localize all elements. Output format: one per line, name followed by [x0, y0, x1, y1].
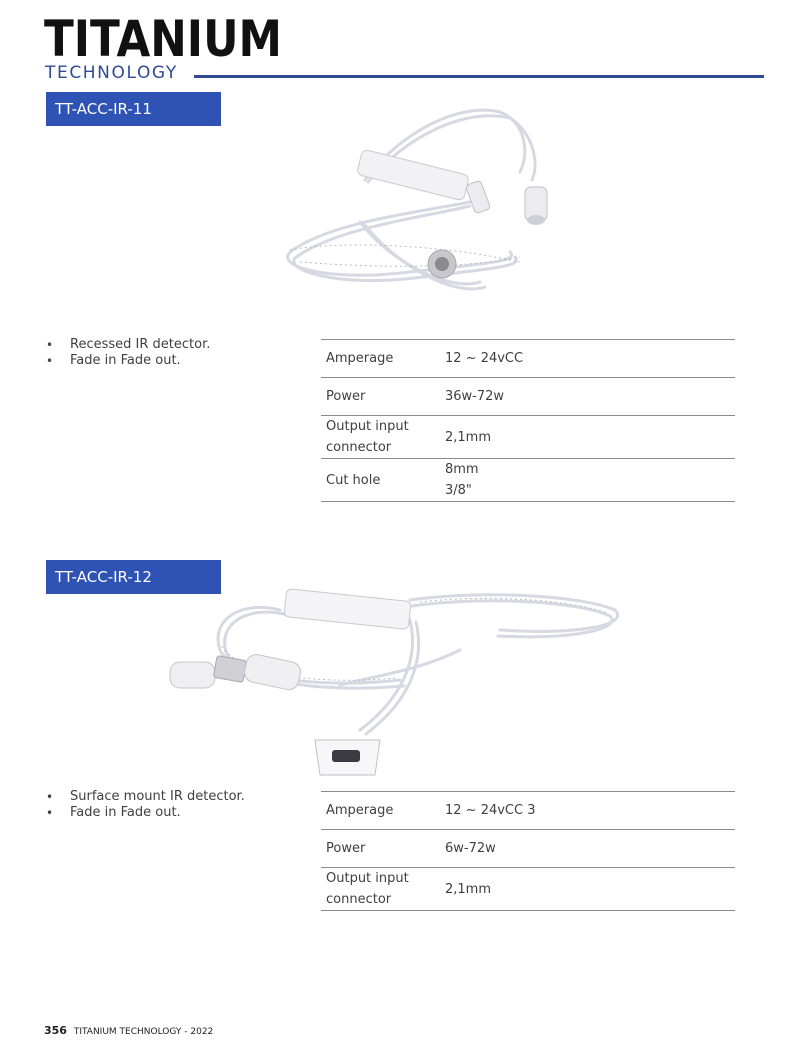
spec-value: 12 ~ 24vCC 3	[440, 792, 735, 830]
spec-row	[321, 378, 735, 416]
footer-text: TITANIUM TECHNOLOGY - 2022	[73, 1027, 214, 1037]
spec-row	[321, 868, 735, 911]
product-code-badge: TT-ACC-IR-12	[46, 560, 221, 594]
product-photo	[270, 92, 560, 317]
spec-label: Output input connector	[321, 416, 440, 459]
header-rule	[194, 75, 764, 78]
spec-row	[321, 459, 735, 502]
spec-value: 12 ~ 24vCC	[440, 340, 735, 378]
feature-list	[46, 337, 210, 369]
feature-list	[46, 789, 245, 821]
feature-item: • Fade in Fade out.	[46, 805, 245, 821]
spec-value: 2,1mm	[440, 868, 735, 911]
spec-label: Amperage	[321, 792, 440, 830]
spec-table	[321, 339, 735, 502]
feature-item: • Fade in Fade out.	[46, 353, 210, 369]
spec-row	[321, 340, 735, 378]
brand-name: TITANIUM	[44, 10, 282, 68]
spec-label: Cut hole	[321, 459, 440, 502]
product-code-badge: TT-ACC-IR-11	[46, 92, 221, 126]
spec-value: 36w-72w	[440, 378, 735, 416]
spec-value: 6w-72w	[440, 830, 735, 868]
spec-row	[321, 792, 735, 830]
spec-label: Output input connector	[321, 868, 440, 911]
spec-value: 2,1mm	[440, 416, 735, 459]
brand-wordmark	[44, 10, 284, 68]
product-photo	[160, 580, 630, 780]
feature-item: • Surface mount IR detector.	[46, 789, 245, 805]
spec-row	[321, 830, 735, 868]
brand-logo	[44, 10, 764, 84]
feature-item: • Recessed IR detector.	[46, 337, 210, 353]
spec-value: 8mm 3/8"	[440, 459, 735, 502]
spec-label: Amperage	[321, 340, 440, 378]
spec-label: Power	[321, 830, 440, 868]
page-number: 356	[44, 1024, 67, 1037]
spec-table	[321, 791, 735, 911]
page-footer	[44, 1024, 213, 1037]
spec-row	[321, 416, 735, 459]
spec-label: Power	[321, 378, 440, 416]
brand-tagline: TECHNOLOGY	[45, 63, 178, 83]
